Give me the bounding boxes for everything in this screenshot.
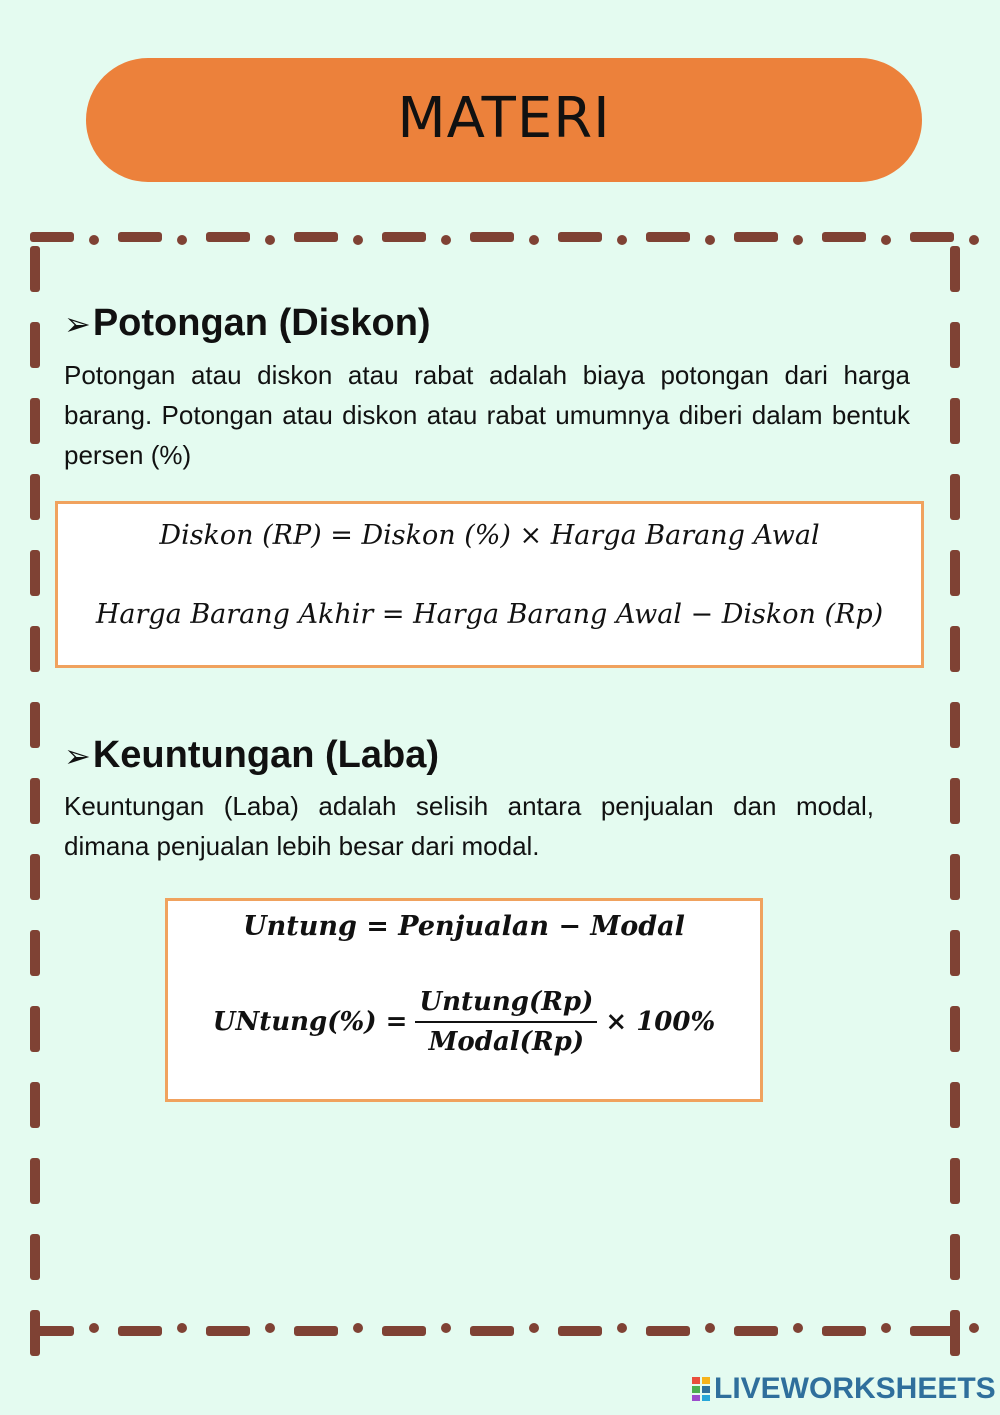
profit-formula-box bbox=[165, 898, 763, 1102]
frame-dot-bottom bbox=[265, 1323, 275, 1333]
frame-dash-top bbox=[30, 232, 74, 242]
frame-dash-top bbox=[822, 232, 866, 242]
frame-dot-bottom bbox=[617, 1323, 627, 1333]
frame-dot-bottom bbox=[353, 1323, 363, 1333]
frame-dot-bottom bbox=[441, 1323, 451, 1333]
frame-dash-bottom bbox=[822, 1326, 866, 1336]
profit-heading-text: Keuntungan (Laba) bbox=[92, 734, 440, 776]
frame-dash-bottom bbox=[558, 1326, 602, 1336]
frame-dash-right bbox=[950, 474, 960, 520]
frame-dash-left bbox=[30, 246, 40, 292]
frame-dash-top bbox=[646, 232, 690, 242]
profit-formula-2 bbox=[168, 987, 760, 1057]
frame-dash-left bbox=[30, 1234, 40, 1280]
frame-dot-top bbox=[617, 235, 627, 245]
profit-percent-label: UNtung(%) = bbox=[212, 1007, 408, 1037]
discount-paragraph: Potongan atau diskon atau rabat adalah biaya potongan dari harga barang. Potongan atau diskon atau rabat umumnya diberi dalam bentuk persen (%) bbox=[64, 360, 910, 470]
frame-dash-right bbox=[950, 322, 960, 368]
frame-dash-right bbox=[950, 854, 960, 900]
frame-dot-bottom bbox=[705, 1323, 715, 1333]
frame-dash-right bbox=[950, 778, 960, 824]
frame-dash-top bbox=[734, 232, 778, 242]
frame-dash-left bbox=[30, 626, 40, 672]
frame-dash-left bbox=[30, 854, 40, 900]
frame-dash-left bbox=[30, 702, 40, 748]
frame-dash-right bbox=[950, 1158, 960, 1204]
frame-dash-right bbox=[950, 1006, 960, 1052]
frame-dash-top bbox=[910, 232, 954, 242]
discount-formula-1: Diskon (RP) = Diskon (%) × Harga Barang Awal bbox=[159, 520, 820, 551]
frame-dash-left bbox=[30, 550, 40, 596]
fraction-denominator: Modal(Rp) bbox=[428, 1027, 585, 1057]
frame-dash-right bbox=[950, 930, 960, 976]
profit-formula-1: Untung = Penjualan − Modal bbox=[243, 911, 685, 942]
frame-dash-top bbox=[382, 232, 426, 242]
frame-dot-top bbox=[265, 235, 275, 245]
profit-paragraph: Keuntungan (Laba) adalah selisih antara penjualan dan modal, dimana penjualan lebih besar dari modal. bbox=[64, 791, 874, 861]
frame-dash-bottom bbox=[294, 1326, 338, 1336]
frame-dash-left bbox=[30, 398, 40, 444]
fraction-numerator: Untung(Rp) bbox=[415, 987, 597, 1023]
frame-dot-top bbox=[353, 235, 363, 245]
frame-dash-right bbox=[950, 1082, 960, 1128]
frame-dot-top bbox=[177, 235, 187, 245]
discount-formula-2: Harga Barang Akhir = Harga Barang Awal − Diskon (Rp) bbox=[95, 599, 884, 630]
frame-dash-left bbox=[30, 1006, 40, 1052]
frame-dash-top bbox=[118, 232, 162, 242]
frame-dash-right bbox=[950, 626, 960, 672]
frame-dash-left bbox=[30, 1082, 40, 1128]
arrow-bullet-icon: ➢ bbox=[64, 304, 91, 343]
frame-dot-top bbox=[89, 235, 99, 245]
liveworksheets-logo-icon bbox=[692, 1377, 710, 1401]
frame-dash-top bbox=[558, 232, 602, 242]
frame-dot-bottom bbox=[881, 1323, 891, 1333]
frame-dot-top bbox=[441, 235, 451, 245]
frame-dash-bottom bbox=[734, 1326, 778, 1336]
section-heading-profit bbox=[64, 734, 439, 777]
page-title: MATERI bbox=[397, 85, 611, 151]
frame-dash-right bbox=[950, 550, 960, 596]
frame-dot-bottom bbox=[969, 1323, 979, 1333]
frame-dot-top bbox=[793, 235, 803, 245]
frame-dash-bottom bbox=[910, 1326, 954, 1336]
frame-dash-right bbox=[950, 702, 960, 748]
frame-dot-top bbox=[705, 235, 715, 245]
discount-formula-box bbox=[55, 501, 924, 668]
frame-dash-left bbox=[30, 474, 40, 520]
title-banner bbox=[86, 58, 922, 182]
frame-dash-right bbox=[950, 1310, 960, 1356]
frame-dot-bottom bbox=[89, 1323, 99, 1333]
frame-dot-top bbox=[881, 235, 891, 245]
frame-dash-bottom bbox=[206, 1326, 250, 1336]
frame-dot-bottom bbox=[529, 1323, 539, 1333]
section-heading-discount bbox=[64, 302, 431, 345]
frame-dash-bottom bbox=[646, 1326, 690, 1336]
frame-dash-right bbox=[950, 1234, 960, 1280]
frame-dot-bottom bbox=[793, 1323, 803, 1333]
arrow-bullet-icon: ➢ bbox=[64, 736, 91, 775]
frame-dash-left bbox=[30, 778, 40, 824]
frame-dash-left bbox=[30, 322, 40, 368]
times-hundred-percent: × 100% bbox=[605, 1007, 716, 1037]
frame-dash-left bbox=[30, 1310, 40, 1356]
liveworksheets-watermark bbox=[692, 1372, 996, 1406]
profit-fraction bbox=[415, 987, 597, 1057]
frame-dash-right bbox=[950, 246, 960, 292]
frame-dot-top bbox=[969, 235, 979, 245]
discount-heading-text: Potongan (Diskon) bbox=[92, 302, 431, 344]
frame-dot-bottom bbox=[177, 1323, 187, 1333]
frame-dash-bottom bbox=[470, 1326, 514, 1336]
frame-dash-top bbox=[294, 232, 338, 242]
frame-dash-left bbox=[30, 930, 40, 976]
frame-dash-right bbox=[950, 398, 960, 444]
frame-dash-left bbox=[30, 1158, 40, 1204]
frame-dash-bottom bbox=[382, 1326, 426, 1336]
frame-dash-bottom bbox=[118, 1326, 162, 1336]
frame-dash-top bbox=[470, 232, 514, 242]
frame-dash-top bbox=[206, 232, 250, 242]
frame-dot-top bbox=[529, 235, 539, 245]
watermark-text: LIVEWORKSHEETS bbox=[714, 1372, 996, 1405]
